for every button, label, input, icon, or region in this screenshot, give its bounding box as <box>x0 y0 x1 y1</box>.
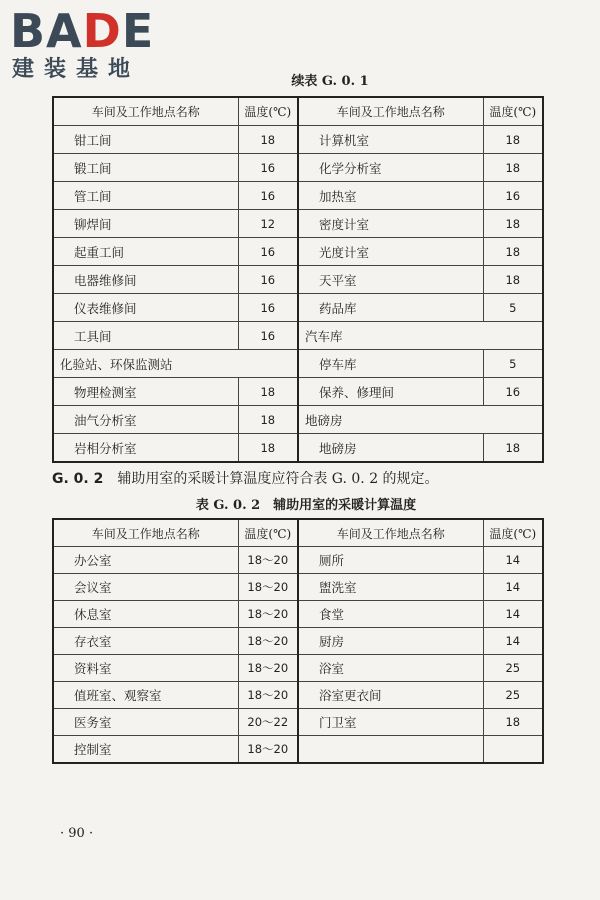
location-name: 盥洗室 <box>298 574 483 601</box>
table-row <box>53 547 543 574</box>
location-name: 食堂 <box>298 601 483 628</box>
temperature-value: 14 <box>483 601 543 628</box>
temperature-value: 16 <box>483 182 543 210</box>
location-name: 起重工间 <box>53 238 238 266</box>
header-temp: 温度(℃) <box>483 519 543 547</box>
temperature-value: 16 <box>238 154 298 182</box>
table-row <box>53 655 543 682</box>
logo-wordmark: BADE <box>10 4 155 58</box>
temperature-value: 18～20 <box>238 574 298 601</box>
table-row <box>53 238 543 266</box>
location-name: 物理检测室 <box>53 378 238 406</box>
temperature-value: 18～20 <box>238 736 298 764</box>
table-row <box>53 628 543 655</box>
table-row <box>53 709 543 736</box>
table-row <box>53 378 543 406</box>
temperature-value: 5 <box>483 350 543 378</box>
temperature-value: 18～20 <box>238 628 298 655</box>
temperature-value: 18 <box>483 210 543 238</box>
table-row <box>53 322 543 350</box>
temperature-value: 16 <box>238 266 298 294</box>
temperature-value: 18 <box>483 154 543 182</box>
location-name: 停车库 <box>298 350 483 378</box>
logo-subtitle: 建装基地 <box>12 57 141 82</box>
location-name: 管工间 <box>53 182 238 210</box>
location-name: 电器维修间 <box>53 266 238 294</box>
temperature-value: 18 <box>483 434 543 463</box>
location-name: 厕所 <box>298 547 483 574</box>
header-temp: 温度(℃) <box>238 519 298 547</box>
location-name: 光度计室 <box>298 238 483 266</box>
location-name: 化学分析室 <box>298 154 483 182</box>
header-name: 车间及工作地点名称 <box>53 97 238 126</box>
temperature-value: 18 <box>238 406 298 434</box>
location-name: 控制室 <box>53 736 238 764</box>
table-row <box>53 601 543 628</box>
temperature-value: 5 <box>483 294 543 322</box>
location-name: 油气分析室 <box>53 406 238 434</box>
table-row <box>53 210 543 238</box>
location-name: 浴室更衣间 <box>298 682 483 709</box>
temperature-value: 16 <box>483 378 543 406</box>
location-name: 天平室 <box>298 266 483 294</box>
table-row <box>53 574 543 601</box>
location-name: 厨房 <box>298 628 483 655</box>
temperature-value: 14 <box>483 547 543 574</box>
table-row <box>53 126 543 154</box>
table-row <box>53 406 543 434</box>
location-name: 资料室 <box>53 655 238 682</box>
temperature-value: 14 <box>483 574 543 601</box>
location-name: 医务室 <box>53 709 238 736</box>
location-name: 仪表维修间 <box>53 294 238 322</box>
table-row <box>53 350 543 378</box>
temperature-value: 25 <box>483 655 543 682</box>
header-temp: 温度(℃) <box>238 97 298 126</box>
header-name: 车间及工作地点名称 <box>298 519 483 547</box>
temperature-value: 18～20 <box>238 601 298 628</box>
table1-caption: 续表 G. 0. 1 <box>291 74 369 89</box>
table-row <box>53 682 543 709</box>
header-name: 车间及工作地点名称 <box>53 519 238 547</box>
header-temp: 温度(℃) <box>483 97 543 126</box>
section-heading: 汽车库 <box>298 322 543 350</box>
location-name: 岩相分析室 <box>53 434 238 463</box>
table-g02 <box>52 518 544 764</box>
location-name: 保养、修理间 <box>298 378 483 406</box>
temperature-value: 16 <box>238 182 298 210</box>
location-name: 加热室 <box>298 182 483 210</box>
location-name: 铆焊间 <box>53 210 238 238</box>
temperature-value: 18 <box>238 434 298 463</box>
temperature-value: 18 <box>483 238 543 266</box>
temperature-value <box>483 736 543 764</box>
temperature-value: 18 <box>483 266 543 294</box>
temperature-value: 16 <box>238 294 298 322</box>
temperature-value: 14 <box>483 628 543 655</box>
table-header-row <box>53 519 543 547</box>
temperature-value: 20～22 <box>238 709 298 736</box>
section-heading: 地磅房 <box>298 406 543 434</box>
location-name: 地磅房 <box>298 434 483 463</box>
temperature-value: 18 <box>238 126 298 154</box>
location-name <box>298 736 483 764</box>
page-number: · 90 · <box>60 826 94 841</box>
table-header-row <box>53 97 543 126</box>
clause-g02 <box>52 468 439 488</box>
temperature-value: 18 <box>238 378 298 406</box>
location-name: 休息室 <box>53 601 238 628</box>
temperature-value: 25 <box>483 682 543 709</box>
location-name: 钳工间 <box>53 126 238 154</box>
table-row <box>53 294 543 322</box>
location-name: 存衣室 <box>53 628 238 655</box>
location-name: 药品库 <box>298 294 483 322</box>
clause-number: G. 0. 2 <box>52 471 104 487</box>
table-row <box>53 434 543 463</box>
temperature-value: 12 <box>238 210 298 238</box>
table-row <box>53 736 543 764</box>
temperature-value: 18 <box>483 126 543 154</box>
table-g01-continued <box>52 96 544 463</box>
location-name: 门卫室 <box>298 709 483 736</box>
temperature-value: 16 <box>238 238 298 266</box>
location-name: 锻工间 <box>53 154 238 182</box>
table-row <box>53 182 543 210</box>
temperature-value: 18 <box>483 709 543 736</box>
location-name: 值班室、观察室 <box>53 682 238 709</box>
temperature-value: 18～20 <box>238 547 298 574</box>
table2-caption: 表 G. 0. 2 辅助用室的采暖计算温度 <box>195 498 417 513</box>
location-name: 会议室 <box>53 574 238 601</box>
location-name: 计算机室 <box>298 126 483 154</box>
location-name: 密度计室 <box>298 210 483 238</box>
location-name: 工具间 <box>53 322 238 350</box>
section-heading: 化验站、环保监测站 <box>53 350 298 378</box>
clause-text: 辅助用室的采暖计算温度应符合表 G. 0. 2 的规定。 <box>117 471 439 487</box>
temperature-value: 18～20 <box>238 682 298 709</box>
location-name: 浴室 <box>298 655 483 682</box>
table-row <box>53 266 543 294</box>
temperature-value: 16 <box>238 322 298 350</box>
temperature-value: 18～20 <box>238 655 298 682</box>
table-row <box>53 154 543 182</box>
header-name: 车间及工作地点名称 <box>298 97 483 126</box>
location-name: 办公室 <box>53 547 238 574</box>
